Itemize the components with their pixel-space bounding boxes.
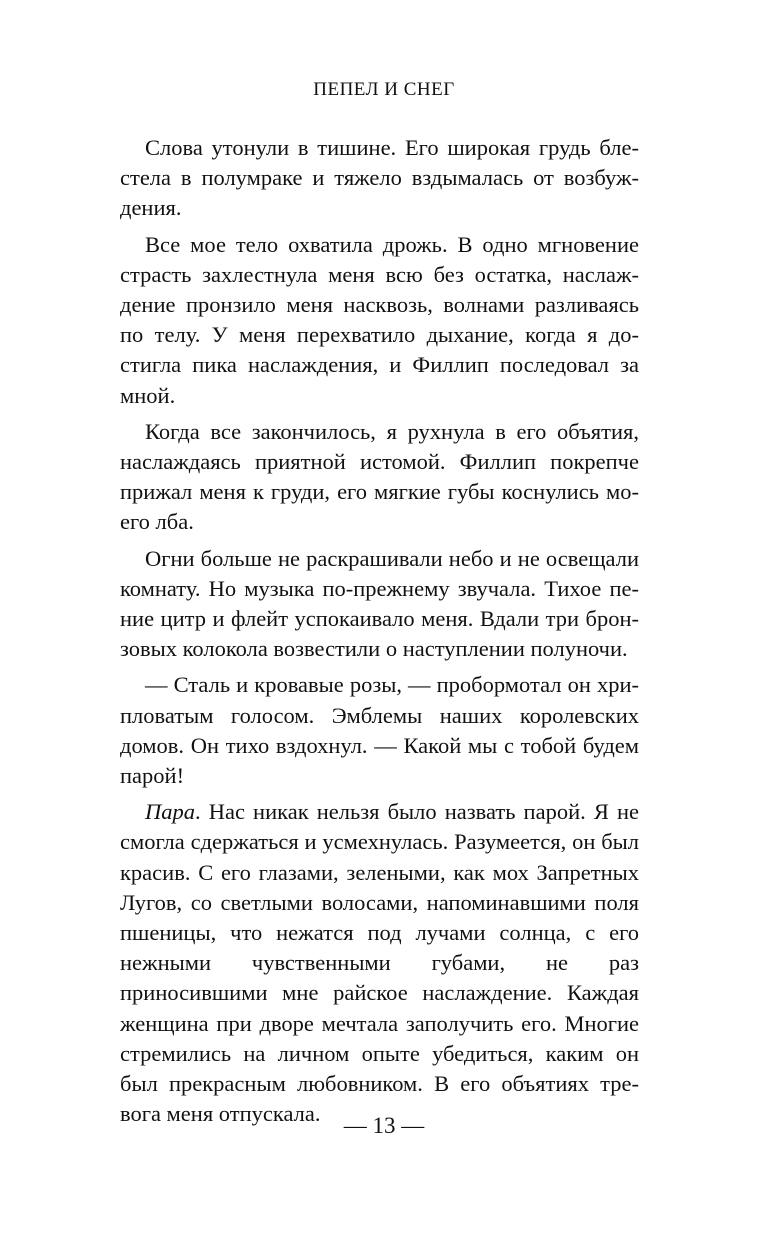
paragraph: Слова утонули в тишине. Его широкая грудь блестела в полумраке и тяжело вздымалась от возбуждения. bbox=[120, 135, 639, 221]
paragraph: — Сталь и кровавые розы, — пробормотал он хрипловатым голосом. Эмблемы наших королевских домов. Он тихо вздохнул. — Какой мы с тобой будем парой! bbox=[120, 672, 639, 789]
paragraph: Когда все закончилось, я рухнула в его объятия, наслаждаясь приятной истомой. Филлип покрепче прижал меня к груди, его мягкие губы коснулись моего лба. bbox=[120, 418, 639, 535]
paragraph bbox=[120, 797, 639, 1129]
paragraph: Все мое тело охватила дрожь. В одно мгновение страсть захлестнула меня всю без остатка, наслаждение пронзило меня насквозь, волнами разливаясь по телу. У меня перехватило дыхание, когда я достигла пика наслаждения, и Филлип последовал за мной. bbox=[120, 231, 639, 408]
paragraph-text: . Нас никак нельзя было назвать парой. Я не смогла сдержаться и усмехнулась. Разумеется, он был красив. С его глазами, зелеными, как мох Запретных Лугов, со светлыми волосами, напоминавшими поля пшеницы, что нежатся под лучами солнца, с его нежными чувственными губами, не раз приносившими мне райское наслаждение. Каждая женщина при дворе мечтала заполучить его. Многие стремились на личном опыте убедиться, каким он был прекрасным любовником. В его объятиях тревога меня отпускала. bbox=[120, 799, 639, 1127]
running-header: ПЕПЕЛ И СНЕГ bbox=[313, 79, 455, 100]
page-number: — 13 — bbox=[343, 1113, 425, 1138]
paragraph-lead-italic: Пара bbox=[145, 799, 195, 825]
paragraph: Огни больше не раскрашивали небо и не освещали комнату. Но музыка по-прежнему звучала. Тихое пение цитр и флейт успокаивало меня. Вдали три бронзовых колокола возвестили о наступлении полуночи. bbox=[120, 545, 639, 662]
body-text bbox=[120, 133, 639, 1136]
